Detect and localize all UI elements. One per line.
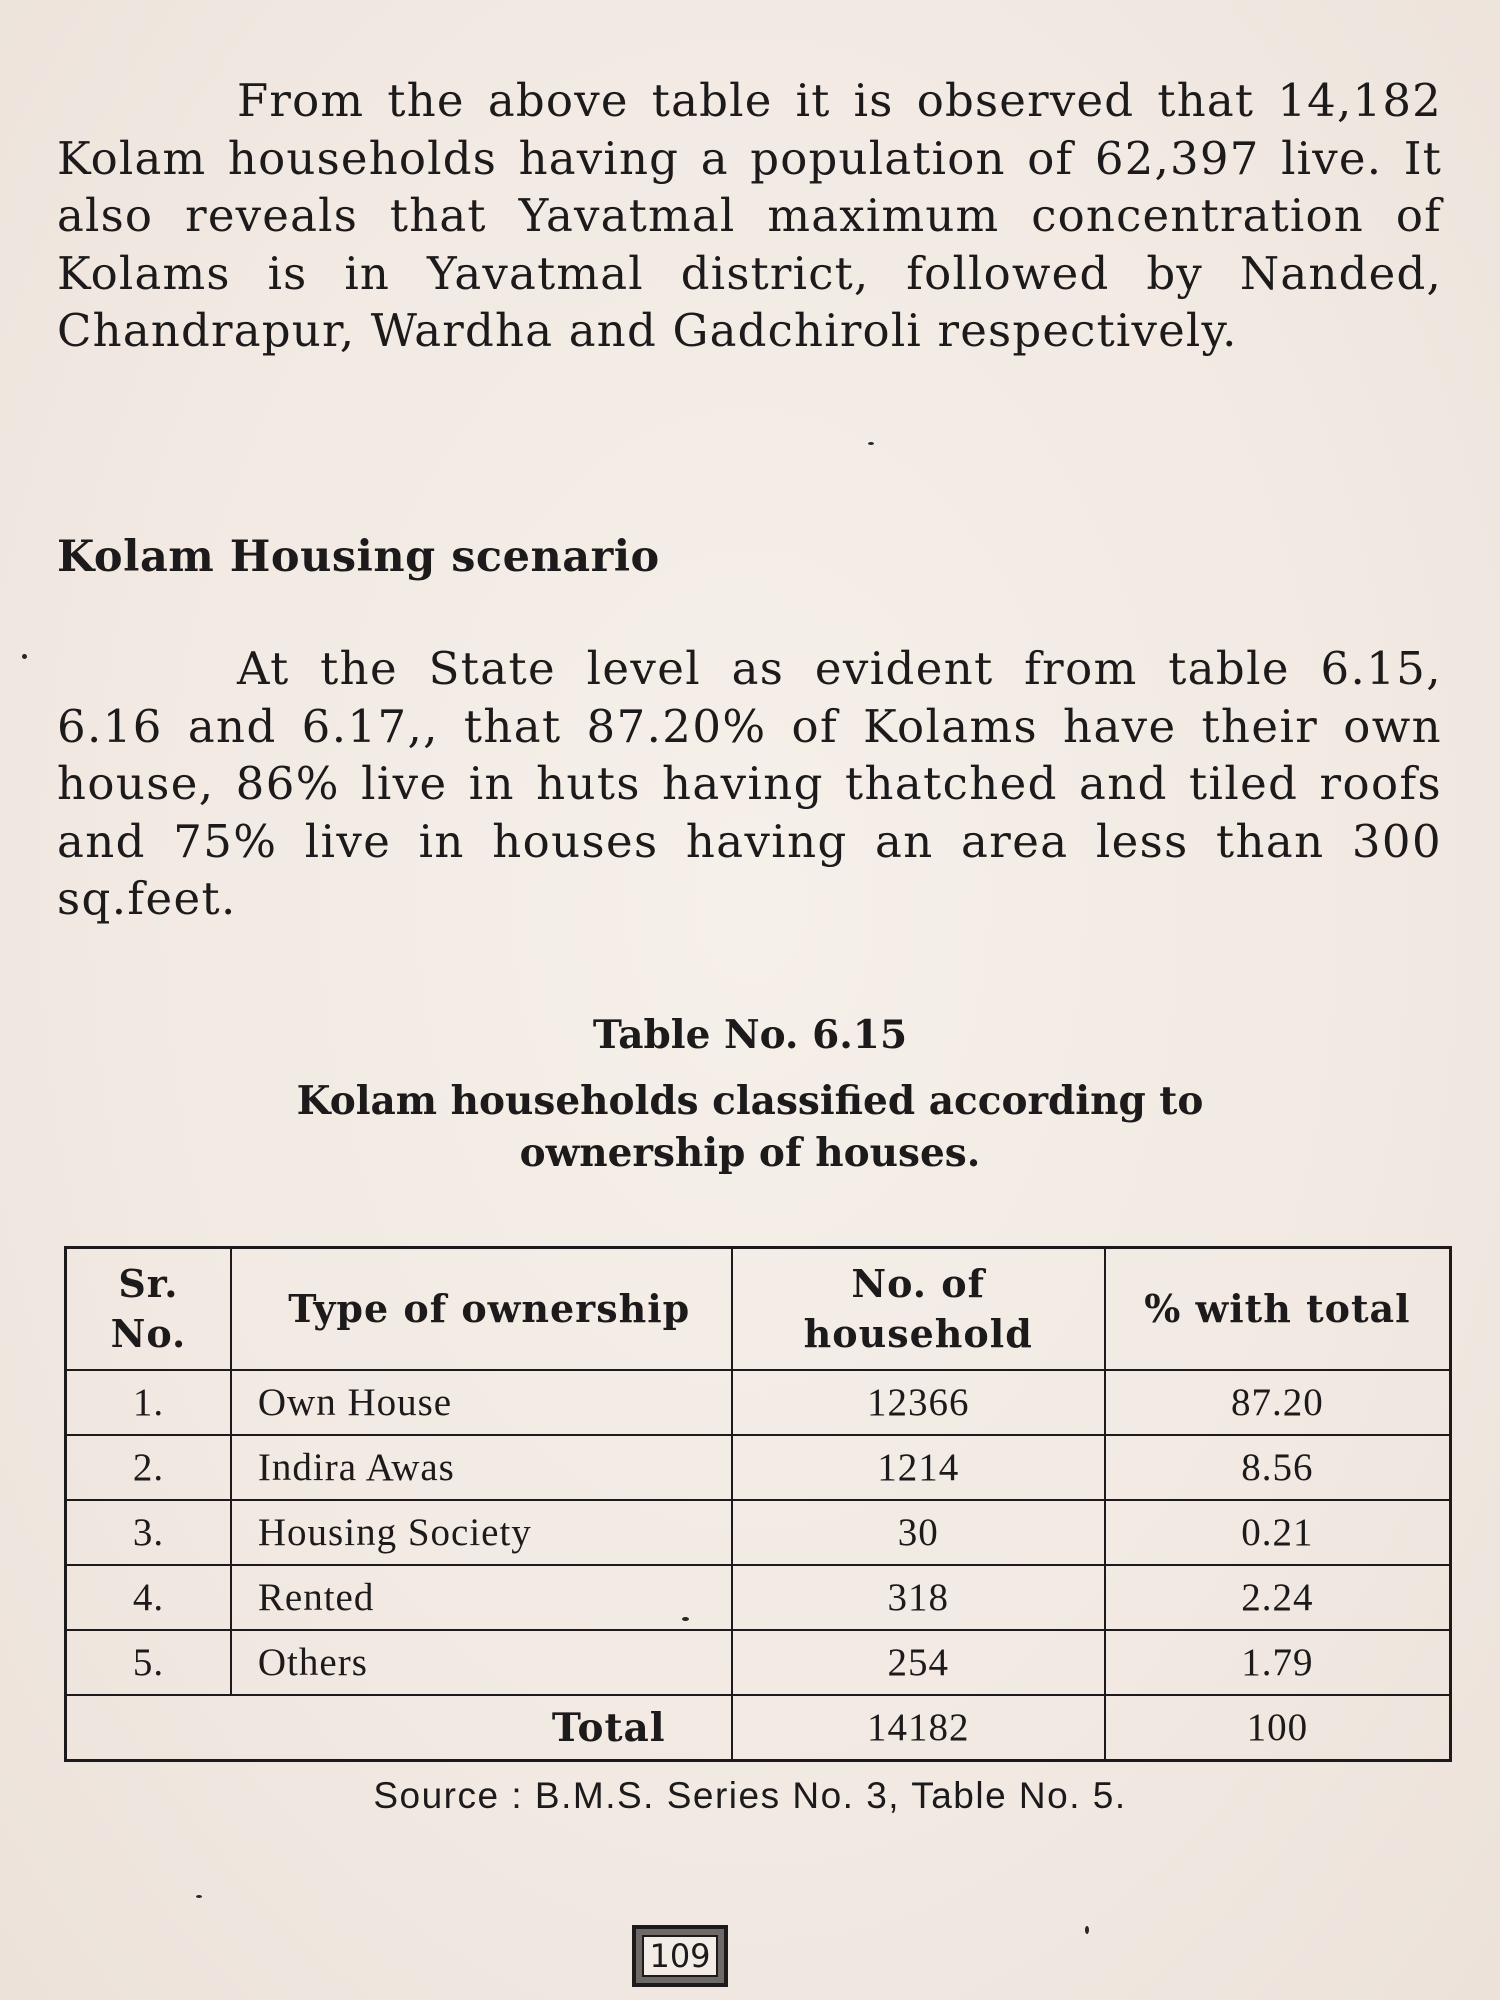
- ownership-table: [64, 1246, 1452, 1762]
- cell-total-label: Total: [66, 1695, 732, 1761]
- cell-total-households: 14182: [732, 1695, 1105, 1761]
- cell-percent: 8.56: [1105, 1435, 1451, 1500]
- table-row: [66, 1565, 1451, 1630]
- ink-speck: [1085, 1926, 1089, 1934]
- table-caption: Kolam households classified according to ownership of houses.: [296, 1078, 1204, 1176]
- cell-percent: 2.24: [1105, 1565, 1451, 1630]
- header-percent-with-total: % with total: [1105, 1248, 1451, 1371]
- page-number-box: [632, 1925, 728, 1987]
- cell-households: 12366: [732, 1370, 1105, 1435]
- cell-households: 254: [732, 1630, 1105, 1695]
- cell-households: 1214: [732, 1435, 1105, 1500]
- table-number: Table No. 6.15: [592, 1012, 908, 1058]
- cell-percent: 0.21: [1105, 1500, 1451, 1565]
- cell-type: Housing Society: [231, 1500, 732, 1565]
- header-no-of-household: No. of household: [732, 1248, 1105, 1371]
- cell-households: 30: [732, 1500, 1105, 1565]
- cell-sr: 2.: [66, 1435, 231, 1500]
- cell-type: Own House: [231, 1370, 732, 1435]
- cell-type: Others: [231, 1630, 732, 1695]
- table-total-row: [66, 1695, 1451, 1761]
- table-row: [66, 1435, 1451, 1500]
- header-sr-no: Sr. No.: [66, 1248, 231, 1371]
- cell-households: 318: [732, 1565, 1105, 1630]
- cell-type: Rented: [231, 1565, 732, 1630]
- header-type-of-ownership: Type of ownership: [231, 1248, 732, 1371]
- table-source-note: Source : B.M.S. Series No. 3, Table No. 5.: [373, 1775, 1127, 1816]
- ink-speck: [196, 1895, 202, 1898]
- cell-type: Indira Awas: [231, 1435, 732, 1500]
- ink-speck: [868, 442, 874, 445]
- cell-sr: 3.: [66, 1500, 231, 1565]
- cell-percent: 87.20: [1105, 1370, 1451, 1435]
- table-row: [66, 1370, 1451, 1435]
- paragraph-1-text: From the above table it is observed that 14,182 Kolam households having a population of 62,397 live. It also reveals that Yavatmal maximum concentration of Kolams is in Yavatmal district, followed by Nanded, Chandrapur, Wardha and Gadchiroli respectively.: [57, 74, 1442, 357]
- table-row: [66, 1630, 1451, 1695]
- paragraph-2-text: At the State level as evident from table 6.15, 6.16 and 6.17,, that 87.20% of Kolams have their own house, 86% live in huts having thatched and tiled roofs and 75% live in houses having an area less than 300 sq.feet.: [57, 642, 1442, 925]
- table-row: [66, 1500, 1451, 1565]
- ink-speck: [22, 654, 27, 659]
- section-heading: Kolam Housing scenario: [57, 532, 660, 582]
- cell-sr: 5.: [66, 1630, 231, 1695]
- cell-sr: 4.: [66, 1565, 231, 1630]
- page-number: 109: [642, 1935, 718, 1977]
- cell-percent: 1.79: [1105, 1630, 1451, 1695]
- cell-total-percent: 100: [1105, 1695, 1451, 1761]
- paragraph-1: [57, 72, 1442, 360]
- cell-sr: 1.: [66, 1370, 231, 1435]
- table-header-row: [66, 1248, 1451, 1371]
- paragraph-2: [57, 640, 1442, 928]
- ink-speck: [682, 1617, 689, 1621]
